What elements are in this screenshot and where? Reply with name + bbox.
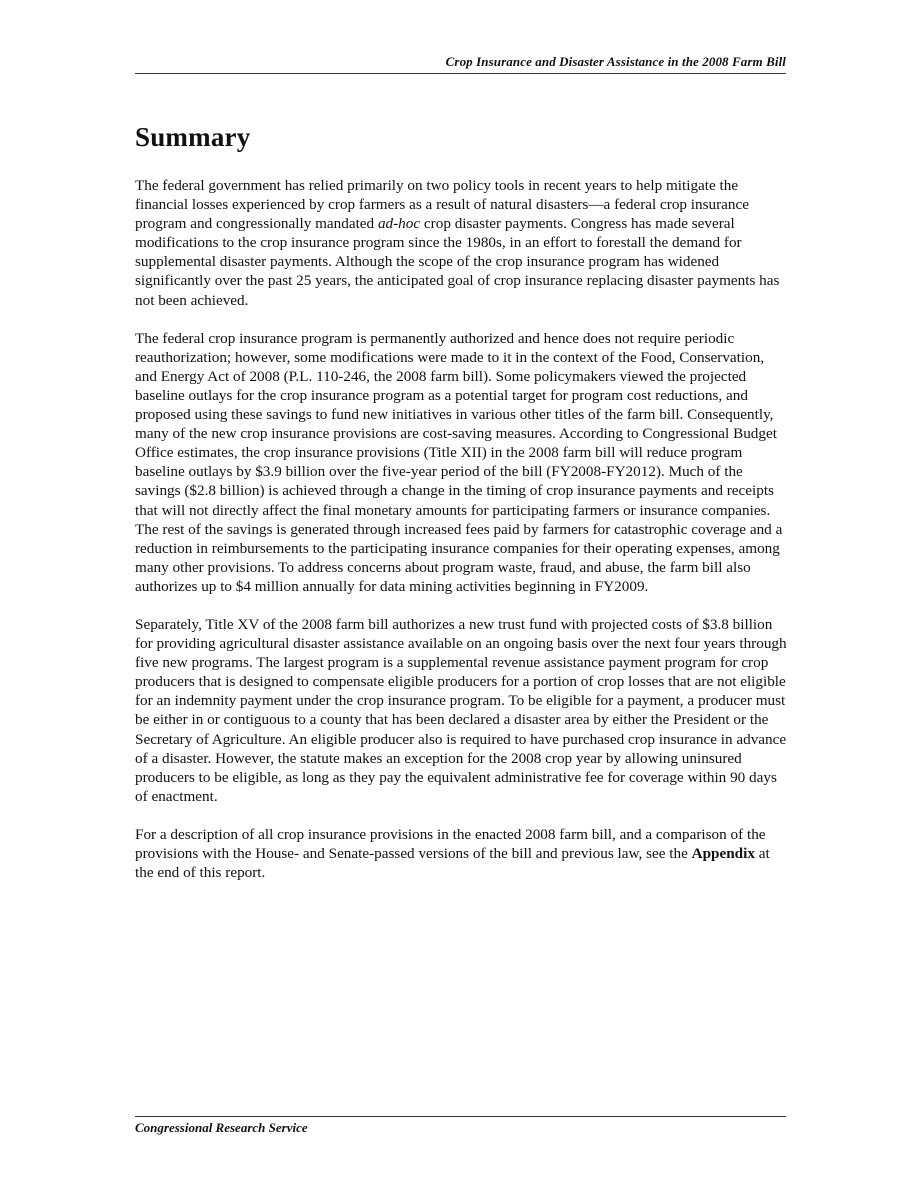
footer-publisher: Congressional Research Service [135, 1120, 308, 1135]
appendix-reference: Appendix [691, 845, 755, 862]
paragraph-3: Separately, Title XV of the 2008 farm bill authorizes a new trust fund with projected costs of $3.8 billion for providing agricultural disaster assistance available on an ongoing basis over the next four years through five new programs. The largest program is a supplemental revenue assistance payment program for crop producers that is designed to compensate eligible producers for a portion of crop losses that are not eligible for an indemnity payment under the crop insurance program. To be eligible for a payment, a producer must be either in or contiguous to a county that has been declared a disaster area by either the President or the Secretary of Agriculture. An eligible producer also is required to have purchased crop insurance in advance of a disaster. However, the statute makes an exception for the 2008 crop year by allowing uninsured producers to be eligible, as long as they pay the equivalent administrative fee for coverage within 90 days of enactment. [135, 615, 787, 805]
paragraph-4-text-b: at the end of this report. [135, 845, 770, 882]
paragraph-1 [135, 176, 787, 310]
summary-body [135, 176, 787, 901]
paragraph-2: The federal crop insurance program is permanently authorized and hence does not require periodic reauthorization; however, some modifications were made to it in the context of the Food, Conservation, and Energy Act of 2008 (P.L. 110-246, the 2008 farm bill). Some policymakers viewed the projected baseline outlays for the crop insurance program as a potential target for program cost reductions, and proposed using these savings to fund new initiatives in various other titles of the farm bill. Consequently, many of the new crop insurance provisions are cost-saving measures. According to Congressional Budget Office estimates, the crop insurance provisions (Title XII) in the 2008 farm bill will reduce program baseline outlays by $3.9 billion over the five-year period of the bill (FY2008-FY2012). Much of the savings ($2.8 billion) is achieved through a change in the timing of crop insurance payments and receipts that will not directly affect the final monetary amounts for participating farmers or insurance companies. The rest of the savings is generated through increased fees paid by farmers for catastrophic coverage and a reduction in reimbursements to the participating insurance companies for their operating expenses, among many other provisions. To address concerns about program waste, fraud, and abuse, the farm bill also authorizes up to $4 million annually for data mining activities beginning in FY2009. [135, 329, 783, 595]
header-rule [135, 73, 786, 74]
paragraph-4 [135, 825, 787, 882]
footer-rule [135, 1116, 786, 1117]
paragraph-1-text-b: crop disaster payments. Congress has made several modifications to the crop insurance program since the 1980s, in an effort to forestall the demand for supplemental disaster payments. Although the scope of the crop insurance program has widened significantly over the past 25 years, the anticipated goal of crop insurance replacing disaster payments has not been achieved. [135, 215, 780, 309]
paragraph-1-text-a: The federal government has relied primarily on two policy tools in recent years to help mitigate the financial losses experienced by crop farmers as a result of natural disasters—a federal crop insurance program and congressionally mandated [135, 177, 749, 233]
running-header: Crop Insurance and Disaster Assistance in the 2008 Farm Bill [445, 54, 786, 69]
section-title: Summary [135, 122, 251, 152]
ad-hoc-emphasis: ad-hoc [377, 215, 421, 233]
paragraph-4-text-a: For a description of all crop insurance provisions in the enacted 2008 farm bill, and a comparison of the provisions with the House- and Senate-passed versions of the bill and previous law, see the [135, 825, 766, 862]
